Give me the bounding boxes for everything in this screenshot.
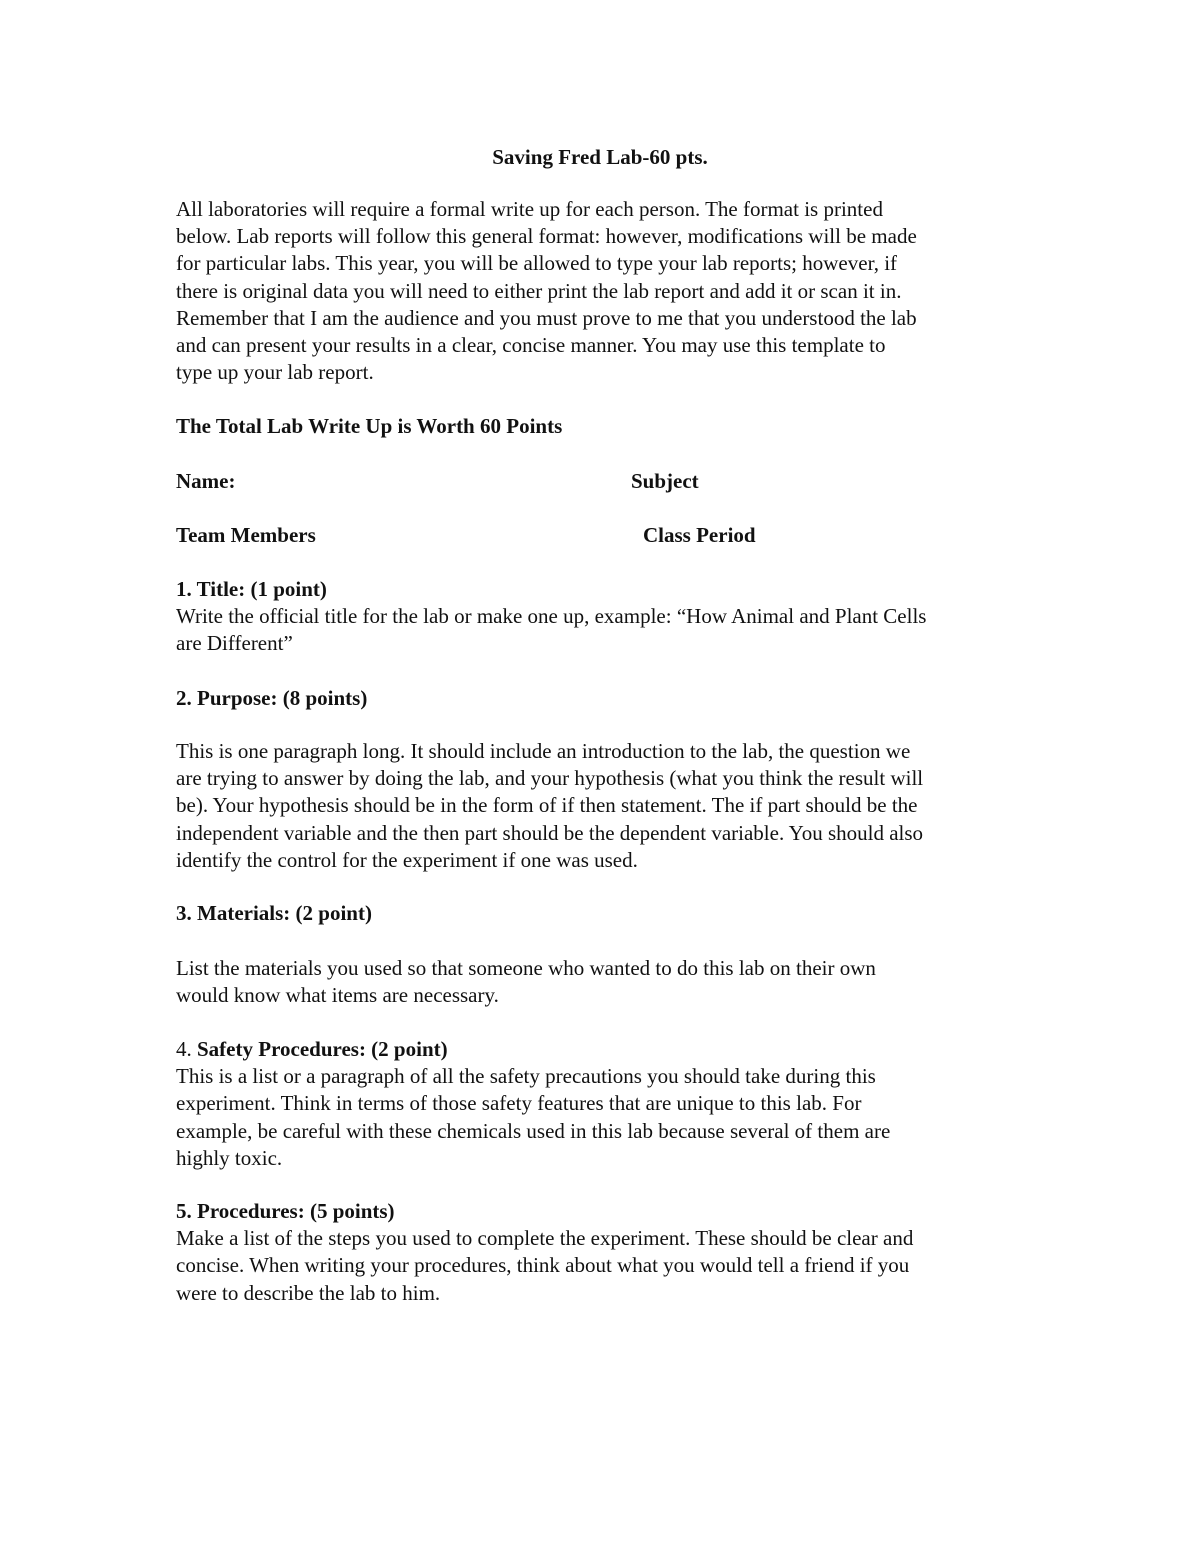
document-title: Saving Fred Lab-60 pts. bbox=[492, 145, 708, 169]
intro-line: below. Lab reports will follow this general format: however, modifications will be made bbox=[176, 224, 917, 249]
intro-paragraph bbox=[176, 196, 1036, 386]
section-line: are Different” bbox=[176, 631, 293, 656]
section-line: be). Your hypothesis should be in the form of if then statement. The if part should be the bbox=[176, 793, 918, 818]
section-line: experiment. Think in terms of those safety features that are unique to this lab. For bbox=[176, 1091, 862, 1116]
section-materials-heading: 3. Materials: (2 point) bbox=[176, 901, 372, 925]
section-heading: 1. Title: (1 point) bbox=[176, 577, 327, 601]
section-purpose-heading: 2. Purpose: (8 points) bbox=[176, 686, 368, 710]
section-heading: 5. Procedures: (5 points) bbox=[176, 1199, 395, 1223]
section-materials-body bbox=[176, 955, 1036, 1009]
intro-line: All laboratories will require a formal write up for each person. The format is printed bbox=[176, 197, 883, 221]
section-line: highly toxic. bbox=[176, 1145, 283, 1170]
section-line: concise. When writing your procedures, think about what you would tell a friend if you bbox=[176, 1253, 910, 1278]
section-line: List the materials you used so that someone who wanted to do this lab on their own bbox=[176, 956, 876, 980]
intro-line: Remember that I am the audience and you must prove to me that you understood the lab bbox=[176, 305, 917, 330]
name-label: Name: bbox=[176, 469, 236, 493]
section-procedures bbox=[176, 1198, 1036, 1307]
intro-line: type up your lab report. bbox=[176, 360, 374, 385]
subject-label: Subject bbox=[631, 469, 699, 493]
section-line: would know what items are necessary. bbox=[176, 983, 499, 1008]
section-line: This is a list or a paragraph of all the safety precautions you should take during this bbox=[176, 1064, 876, 1089]
section-line: Make a list of the steps you used to complete the experiment. These should be clear and bbox=[176, 1226, 914, 1251]
class-period-label: Class Period bbox=[643, 523, 756, 547]
section-title bbox=[176, 576, 1036, 658]
section-line: example, be careful with these chemicals used in this lab because several of them are bbox=[176, 1118, 891, 1143]
section-heading-text: Safety Procedures: (2 point) bbox=[197, 1037, 448, 1061]
section-number: 4. bbox=[176, 1037, 197, 1061]
total-points-heading: The Total Lab Write Up is Worth 60 Points bbox=[176, 414, 563, 438]
section-purpose-body bbox=[176, 738, 1036, 874]
intro-line: and can present your results in a clear, concise manner. You may use this template to bbox=[176, 333, 886, 358]
intro-line: there is original data you will need to either print the lab report and add it or scan it in. bbox=[176, 278, 902, 303]
section-line: Write the official title for the lab or make one up, example: “How Animal and Plant Cells bbox=[176, 604, 927, 629]
section-safety bbox=[176, 1036, 1036, 1172]
section-line: independent variable and the then part should be the dependent variable. You should also bbox=[176, 820, 924, 845]
section-line: were to describe the lab to him. bbox=[176, 1280, 441, 1305]
team-members-label: Team Members bbox=[176, 523, 316, 547]
section-heading bbox=[176, 1036, 1036, 1063]
section-line: This is one paragraph long. It should include an introduction to the lab, the question we bbox=[176, 739, 911, 763]
intro-line: for particular labs. This year, you will be allowed to type your lab reports; however, if bbox=[176, 251, 898, 276]
section-line: identify the control for the experiment if one was used. bbox=[176, 847, 638, 872]
section-line: are trying to answer by doing the lab, and your hypothesis (what you think the result will bbox=[176, 766, 924, 791]
